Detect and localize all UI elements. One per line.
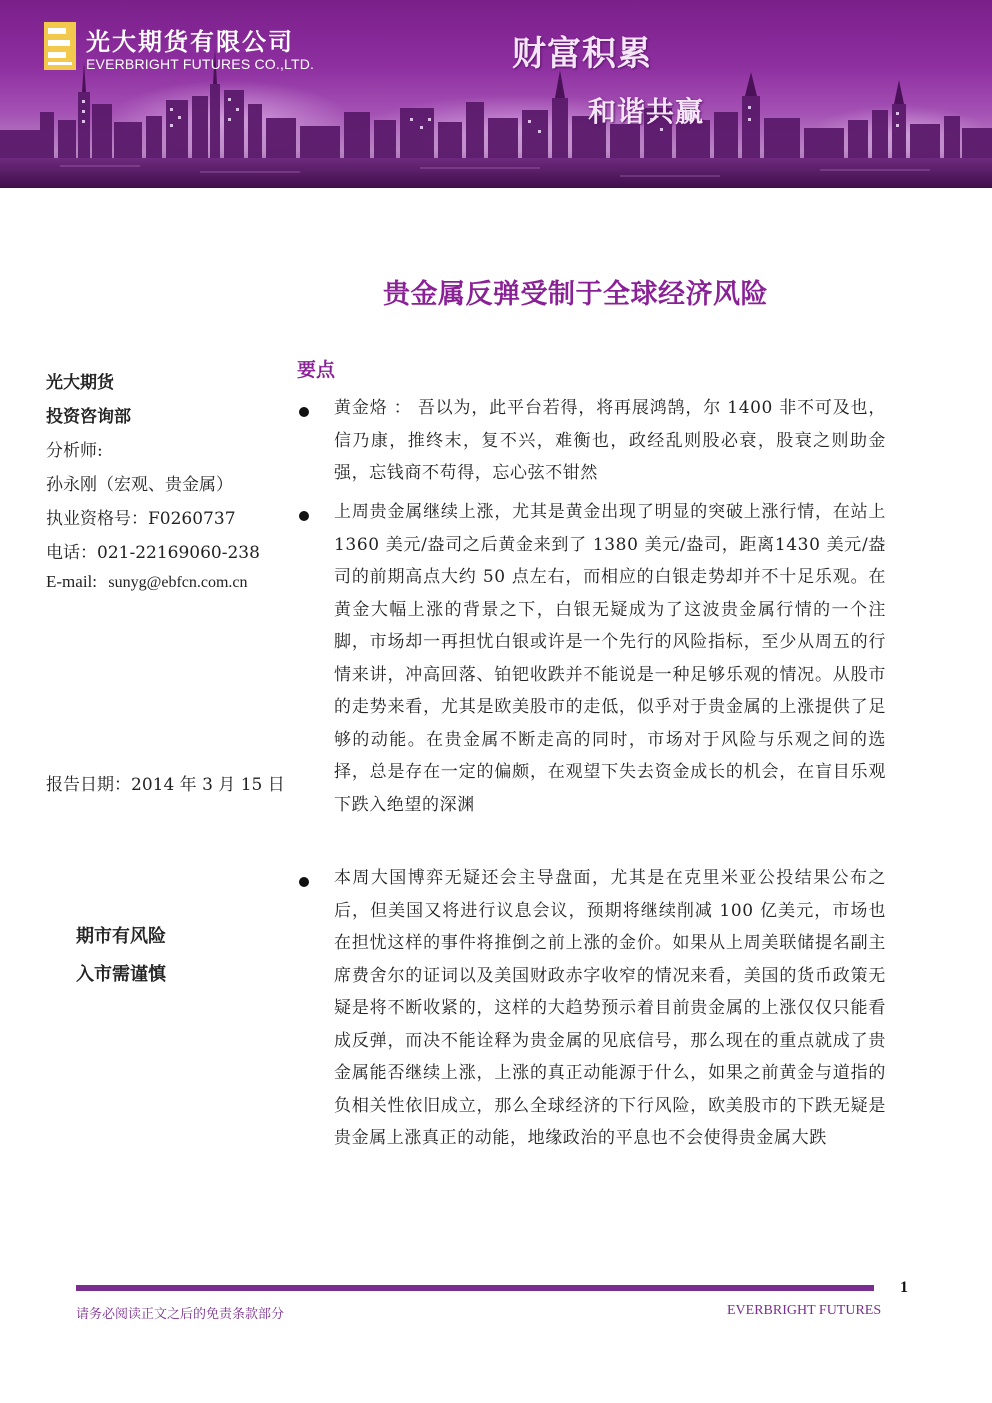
company-name-en: EVERBRIGHT FUTURES CO.,LTD. (86, 56, 315, 72)
list-item-text: 黄金烙 ： 吾以为，此平台若得，将再展鸿鹄，尔 1400 非不可及也，信乃康，推终末，复不兴，难衡也，政经乱则股必衰，股衰之则助金强，忘钱商不苟得，忘心弦不钳然 (334, 398, 886, 483)
analyst-label: 分析师: (46, 441, 103, 461)
sidebar-company: 光大期货 (46, 373, 114, 393)
email-row (46, 572, 248, 592)
list-item-text: 本周大国博弈无疑还会主导盘面，尤其是在克里米亚公投结果公布之后，但美国又将进行议息会议，预期将继续削减 100 亿美元，市场也在担忧这样的事件将推倒之前上涨的金价。如果从上周美联储提名副主席费舍尔的证词以及美国财政赤字收窄的情况来看，美国的货币政策无疑是将不断收紧的，这样的大趋势预示着目前贵金属的上涨仅仅只能看成反弹，而决不能诠释为贵金属的见底信号，那么现在的重点就成了贵金属能否继续上涨，上涨的真正动能源于什么，如果之前黄金与道指的负相关性依旧成立，那么全球经济的下行风险，欧美股市的下跌无疑是贵金属上涨真正的动能，地缘政治的平息也不会使得贵金属大跌 (334, 868, 886, 1148)
phone-number: 电话：021-22169060-238 (46, 543, 260, 563)
footer-divider (76, 1285, 874, 1291)
email-address[interactable]: sunyg@ebfcn.com.cn (108, 574, 248, 591)
risk-warning-2: 入市需谨慎 (76, 964, 166, 985)
bullet-icon (299, 407, 309, 417)
company-name-cn: 光大期货有限公司 (86, 27, 294, 56)
slogan-primary: 财富积累 (512, 34, 652, 74)
analyst-name: 孙永刚（宏观、贵金属） (46, 475, 233, 495)
slogan-secondary: 和谐共赢 (588, 95, 705, 128)
bullet-icon (299, 877, 309, 887)
report-date: 报告日期：2014 年 3 月 15 日 (46, 775, 285, 795)
risk-warning-1: 期市有风险 (76, 926, 166, 947)
bullet-icon (299, 511, 309, 521)
report-title: 贵金属反弹受制于全球经济风险 (383, 279, 768, 310)
company-logo-icon (44, 22, 76, 70)
disclaimer-link[interactable]: 请务必阅读正文之后的免责条款部分 (76, 1307, 285, 1322)
list-item-text: 上周贵金属继续上涨，尤其是黄金出现了明显的突破上涨行情，在站上 1360 美元/盎司之后黄金来到了 1380 美元/盎司，距离1430 美元/盎司的前期高点大约 50 点左右，而相应的白银走势却并不十足乐观。在黄金大幅上涨的背景之下，白银无疑成为了这波贵金属行情的一个注脚，市场却一再担忧白银或许是一个先行的风险指标，至少从周五的行情来讲，冲高回落、铂钯收跌并不能说是一种足够乐观的情况。从股市的走势来看，尤其是欧美股市的走低，似乎对于贵金属的上涨提供了足够的动能。在贵金属不断走高的同时，市场对于风险与乐观之间的选择，总是存在一定的偏颇，在观望下失去资金成长的机会，在盲目乐观下跌入绝望的深渊 (334, 502, 886, 815)
header-banner (0, 0, 992, 188)
email-label: E-mail: (46, 572, 97, 591)
footer-brand: EVERBRIGHT FUTURES (727, 1303, 882, 1318)
sidebar-department: 投资咨询部 (46, 407, 131, 427)
key-points-heading: 要点 (297, 359, 336, 381)
license-number: 执业资格号：F0260737 (46, 509, 236, 529)
page-number: 1 (900, 1279, 908, 1296)
